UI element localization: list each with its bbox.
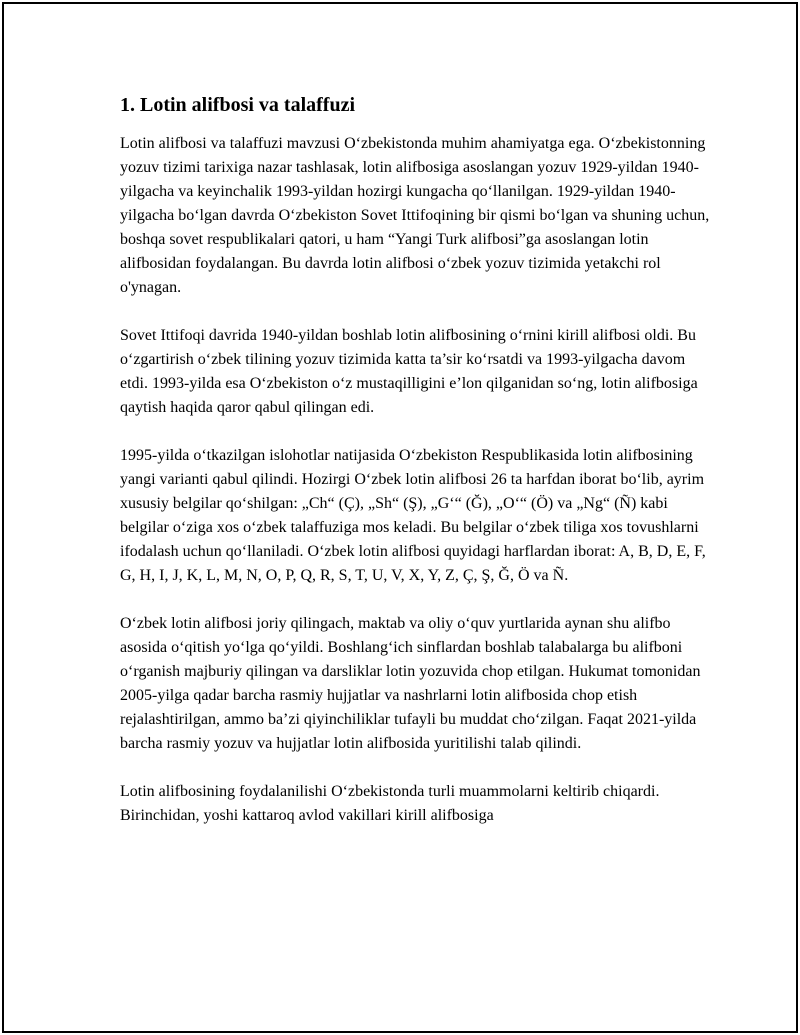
section-heading: 1. Lotin alifbosi va talaffuzi (120, 94, 356, 116)
paragraph-2: Sovet Ittifoqi davrida 1940-yildan boshlab lotin alifbosining o‘rnini kirill alifbosi oldi. Bu o‘zgartirish o‘zbek tilining yozuv tizimida katta ta’sir ko‘rsatdi va 1993-yilgacha davom etdi. 1993-yilda esa O‘zbekiston o‘z mustaqilligini e’lon qilganidan so‘ng, lotin alifbosiga qaytish haqida qaror qabul qilingan edi. (120, 327, 698, 416)
paragraph-1: Lotin alifbosi va talaffuzi mavzusi O‘zbekistonda muhim ahamiyatga ega. O‘zbekistonning yozuv tizimi tarixiga nazar tashlasak, lotin alifbosiga asoslangan yozuv 1929-yildan 1940-yilgacha va keyinchalik 1993-yildan hozirgi kungacha qo‘llanilgan. 1929-yildan 1940-yilgacha bo‘lgan davrda O‘zbekiston Sovet Ittifoqining bir qismi bo‘lgan va shuning uchun, boshqa sovet respublikalari qatori, u ham “Yangi Turk alifbosi”ga asoslangan lotin alifbosidan foydalangan. Bu davrda lotin alifbosi o‘zbek yozuv tizimida yetakchi rol o'ynagan. (120, 135, 710, 296)
page-frame (2, 2, 798, 1033)
paragraph-4: O‘zbek lotin alifbosi joriy qilingach, maktab va oliy o‘quv yurtlarida aynan shu alifbo asosida o‘qitish yo‘lga qo‘yildi. Boshlang‘ich sinflardan boshlab talabalarga bu alifboni o‘rganish majburiy qilingan va darsliklar lotin yozuvida chop etilgan. Hukumat tomonidan 2005-yilga qadar barcha rasmiy hujjatlar va nashrlarni lotin alifbosida chop etish rejalashtirilgan, ammo ba’zi qiyinchiliklar tufayli bu muddat cho‘zilgan. Faqat 2021-yilda barcha rasmiy yozuv va hujjatlar lotin alifbosida yuritilishi talab qilindi. (120, 615, 701, 752)
paragraph-3: 1995-yilda o‘tkazilgan islohotlar natijasida O‘zbekiston Respublikasida lotin alifbosining yangi varianti qabul qilindi. Hozirgi O‘zbek lotin alifbosi 26 ta harfdan iborat bo‘lib, ayrim xususiy belgilar qo‘shilgan: „Ch“ (Ç), „Sh“ (Ş), „G‘“ (Ğ), „O‘“ (Ö) va „Ng“ (Ñ) kabi belgilar o‘ziga xos o‘zbek talaffuziga mos keladi. Bu belgilar o‘zbek tiliga xos tovushlarni ifodalash uchun qo‘llaniladi. O‘zbek lotin alifbosi quyidagi harflardan iborat: A, B, D, E, F, G, H, I, J, K, L, M, N, O, P, Q, R, S, T, U, V, X, Y, Z, Ç, Ş, Ğ, Ö va Ñ. (120, 447, 706, 584)
document-body (120, 92, 710, 852)
paragraph-5: Lotin alifbosining foydalanilishi O‘zbekistonda turli muammolarni keltirib chiqardi. Birinchidan, yoshi kattaroq avlod vakillari kirill alifbosiga (120, 783, 660, 824)
